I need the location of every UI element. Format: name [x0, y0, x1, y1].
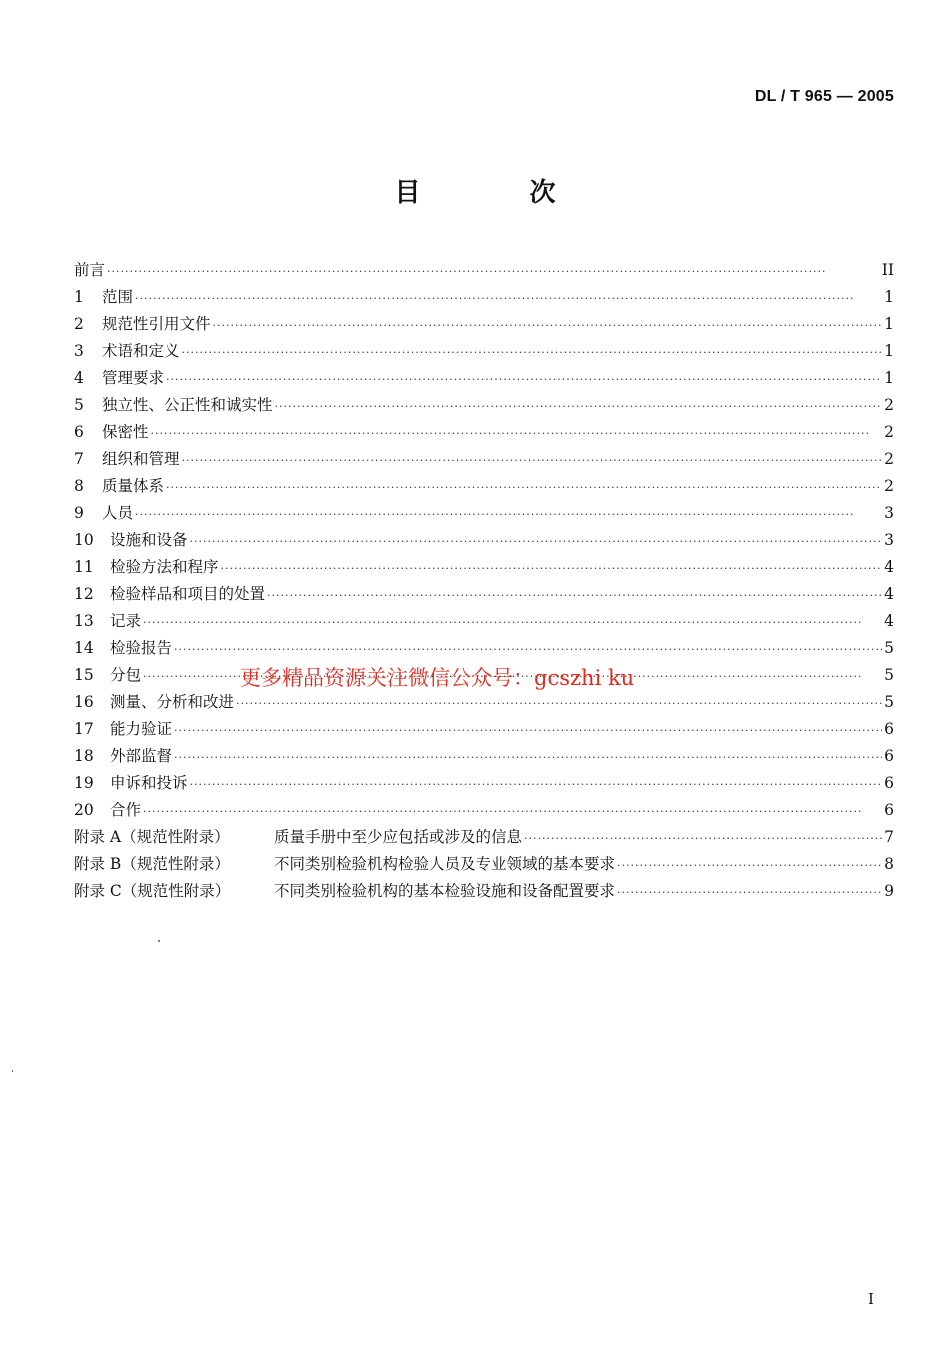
- toc-page: 3: [884, 531, 894, 549]
- toc-entry-5[interactable]: [74, 392, 894, 419]
- toc-number: 18: [74, 747, 94, 765]
- toc-page: 2: [884, 423, 894, 441]
- leader-dots: [174, 717, 882, 744]
- toc-entry-1[interactable]: [74, 284, 894, 311]
- toc-page: 1: [884, 288, 894, 306]
- toc-page: II: [881, 261, 894, 279]
- toc-number: 16: [74, 693, 94, 711]
- toc-page: 5: [884, 693, 894, 711]
- toc-entry-17[interactable]: [74, 716, 894, 743]
- toc-number: 6: [74, 423, 84, 441]
- page-number: I: [868, 1290, 874, 1308]
- standard-code: DL / T 965 — 2005: [754, 88, 894, 105]
- appendix-prefix: 附录 A（规范性附录）: [74, 828, 230, 846]
- toc-number: 13: [74, 612, 94, 630]
- toc-label: 检验方法和程序: [110, 558, 219, 576]
- leader-dots: [524, 825, 882, 852]
- toc-label: 前言: [74, 261, 106, 279]
- toc-label: 范围: [102, 288, 134, 306]
- toc-label: 合作: [110, 801, 142, 819]
- toc-page: 1: [884, 369, 894, 387]
- toc-entry-appendix-c[interactable]: [74, 878, 894, 905]
- toc-label: 规范性引用文件: [102, 315, 211, 333]
- toc-label: 术语和定义: [102, 342, 180, 360]
- toc-entry-13[interactable]: [74, 608, 894, 635]
- toc-page: 6: [884, 747, 894, 765]
- toc-label: 记录: [110, 612, 142, 630]
- toc-page: 9: [884, 882, 894, 900]
- toc-label: 质量体系: [102, 477, 165, 495]
- scan-speck: [12, 1070, 13, 1072]
- toc-number: 9: [74, 504, 84, 522]
- toc-entry-3[interactable]: [74, 338, 894, 365]
- leader-dots: [267, 582, 882, 609]
- leader-dots: [617, 879, 882, 906]
- toc-entry-7[interactable]: [74, 446, 894, 473]
- toc-entry-19[interactable]: [74, 770, 894, 797]
- leader-dots: [143, 609, 882, 636]
- toc-page: 8: [884, 855, 894, 873]
- toc-number: 7: [74, 450, 84, 468]
- toc-entry-9[interactable]: [74, 500, 894, 527]
- leader-dots: [221, 555, 882, 582]
- toc-label: 质量手册中至少应包括或涉及的信息: [274, 828, 523, 846]
- leader-dots: [190, 528, 882, 555]
- toc-label: 测量、分析和改进: [110, 693, 235, 711]
- toc-label: 保密性: [102, 423, 149, 441]
- leader-dots: [151, 420, 882, 447]
- toc-number: 12: [74, 585, 94, 603]
- toc-entry-20[interactable]: [74, 797, 894, 824]
- toc-entry-18[interactable]: [74, 743, 894, 770]
- toc-label: 管理要求: [102, 369, 165, 387]
- toc-entry-11[interactable]: [74, 554, 894, 581]
- toc-page: 6: [884, 774, 894, 792]
- toc-label: 能力验证: [110, 720, 173, 738]
- toc-number: 8: [74, 477, 84, 495]
- toc-label: 不同类别检验机构的基本检验设施和设备配置要求: [274, 882, 616, 900]
- toc-label: 独立性、公正性和诚实性: [102, 396, 273, 414]
- leader-dots: [174, 744, 882, 771]
- toc-page: 3: [884, 504, 894, 522]
- leader-dots: [135, 501, 882, 528]
- toc-label: 人员: [102, 504, 134, 522]
- toc-page: 4: [884, 612, 894, 630]
- toc-entry-appendix-a[interactable]: [74, 824, 894, 851]
- toc-entry-8[interactable]: [74, 473, 894, 500]
- toc-number: 14: [74, 639, 94, 657]
- toc-number: 11: [74, 558, 94, 576]
- toc-label: 外部监督: [110, 747, 173, 765]
- toc-label: 检验报告: [110, 639, 173, 657]
- leader-dots: [213, 312, 882, 339]
- toc-page: 6: [884, 720, 894, 738]
- toc-entry-foreword[interactable]: [74, 257, 894, 284]
- toc-entry-appendix-b[interactable]: [74, 851, 894, 878]
- leader-dots: [174, 636, 882, 663]
- leader-dots: [143, 798, 882, 825]
- leader-dots: [182, 339, 882, 366]
- toc-number: 10: [74, 531, 94, 549]
- toc-label: 组织和管理: [102, 450, 180, 468]
- toc-entry-16[interactable]: [74, 689, 894, 716]
- toc-entry-6[interactable]: [74, 419, 894, 446]
- toc-page: 6: [884, 801, 894, 819]
- leader-dots: [182, 447, 882, 474]
- leader-dots: [166, 474, 882, 501]
- toc-page: 2: [884, 450, 894, 468]
- leader-dots: [166, 366, 882, 393]
- leader-dots: [236, 690, 882, 717]
- toc-page: 5: [884, 639, 894, 657]
- toc-page: 5: [884, 666, 894, 684]
- toc-entry-4[interactable]: [74, 365, 894, 392]
- toc-page: 7: [884, 828, 894, 846]
- appendix-prefix: 附录 B（规范性附录）: [74, 855, 230, 873]
- toc-page: 1: [884, 342, 894, 360]
- leader-dots: [190, 771, 882, 798]
- toc-number: 19: [74, 774, 94, 792]
- toc-number: 4: [74, 369, 84, 387]
- toc-label: 分包: [110, 666, 142, 684]
- toc-page: 2: [884, 477, 894, 495]
- leader-dots: [275, 393, 882, 420]
- table-of-contents: [74, 257, 894, 905]
- toc-number: 15: [74, 666, 94, 684]
- toc-label: 不同类别检验机构检验人员及专业领域的基本要求: [274, 855, 616, 873]
- toc-entry-2[interactable]: [74, 311, 894, 338]
- scan-speck: [158, 940, 160, 942]
- toc-entry-14[interactable]: [74, 635, 894, 662]
- toc-number: 20: [74, 801, 94, 819]
- toc-label: 检验样品和项目的处置: [110, 585, 266, 603]
- watermark-text: 更多精品资源关注微信公众号：gcszhi ku: [240, 666, 635, 690]
- leader-dots: [617, 852, 882, 879]
- toc-entry-12[interactable]: [74, 581, 894, 608]
- toc-number: 5: [74, 396, 84, 414]
- toc-label: 申诉和投诉: [110, 774, 188, 792]
- toc-number: 2: [74, 315, 84, 333]
- leader-dots: [135, 285, 882, 312]
- toc-number: 3: [74, 342, 84, 360]
- leader-dots: [107, 258, 880, 285]
- toc-page: 4: [884, 558, 894, 576]
- toc-label: 设施和设备: [110, 531, 188, 549]
- toc-page: 2: [884, 396, 894, 414]
- toc-page: 1: [884, 315, 894, 333]
- page-title: 目 次: [394, 178, 606, 208]
- toc-number: 17: [74, 720, 94, 738]
- toc-page: 4: [884, 585, 894, 603]
- toc-number: 1: [74, 288, 84, 306]
- toc-entry-10[interactable]: [74, 527, 894, 554]
- appendix-prefix: 附录 C（规范性附录）: [74, 882, 231, 900]
